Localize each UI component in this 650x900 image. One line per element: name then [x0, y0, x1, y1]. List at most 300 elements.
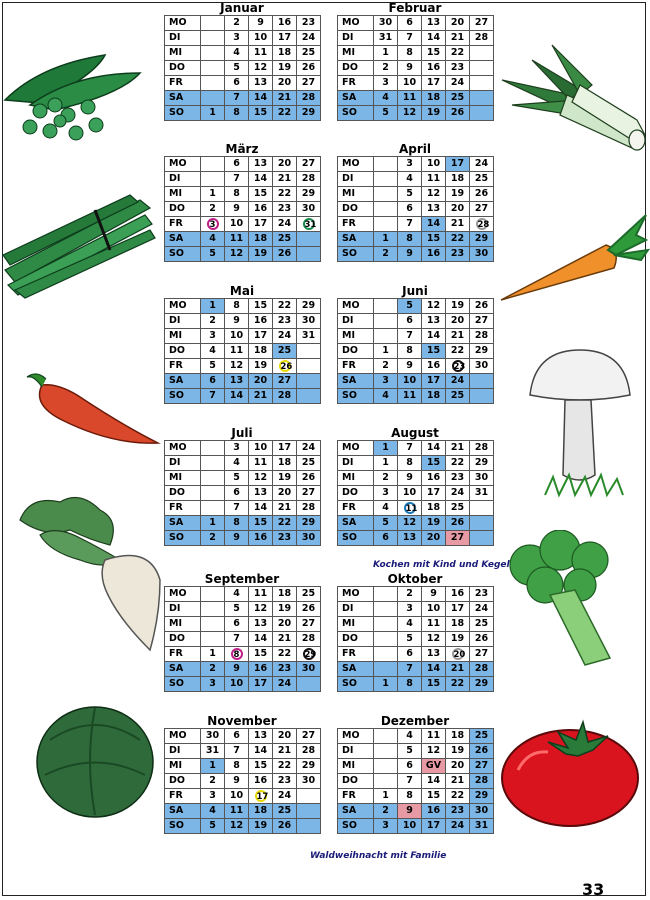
day-cell: 4 [201, 232, 225, 247]
day-cell [297, 389, 321, 404]
week-row [338, 359, 494, 374]
month-title: Oktober [387, 572, 443, 586]
week-row [338, 232, 494, 247]
weekday-label: DI [165, 744, 201, 759]
day-cell [201, 617, 225, 632]
week-row [165, 759, 321, 774]
day-cell: 10 [249, 31, 273, 46]
day-cell: 25 [273, 804, 297, 819]
month-table [337, 15, 494, 121]
day-cell [374, 299, 398, 314]
day-cell: 5 [201, 359, 225, 374]
day-cell: 16 [422, 804, 446, 819]
weekday-label: SA [338, 516, 374, 531]
day-cell: 21 [446, 217, 470, 232]
day-cell: 7 [225, 172, 249, 187]
weekday-label: SO [165, 247, 201, 262]
week-row [165, 76, 321, 91]
weekday-label: SA [165, 232, 201, 247]
day-cell [297, 789, 321, 804]
day-cell: 16 [249, 531, 273, 546]
day-cell: 10 [225, 789, 249, 804]
week-row [165, 359, 321, 374]
day-cell: 6 [398, 647, 422, 662]
weekday-label: FR [165, 647, 201, 662]
week-row [165, 329, 321, 344]
day-cell: 2 [374, 359, 398, 374]
day-cell: 21 [446, 774, 470, 789]
day-cell: 30 [297, 202, 321, 217]
day-cell: 18 [273, 587, 297, 602]
week-row [165, 106, 321, 121]
day-cell [374, 202, 398, 217]
day-cell: 18 [446, 172, 470, 187]
day-cell: 20 [273, 729, 297, 744]
day-cell: 15 [249, 299, 273, 314]
week-row [165, 744, 321, 759]
day-cell: 1 [201, 516, 225, 531]
weekday-label: DO [165, 774, 201, 789]
day-cell: 13 [422, 202, 446, 217]
day-cell: 2 [225, 16, 249, 31]
week-row [338, 486, 494, 501]
weekday-label: SO [338, 531, 374, 546]
week-row [338, 587, 494, 602]
date-marker-circle [303, 648, 315, 660]
day-cell: 1 [201, 187, 225, 202]
weekday-label: DO [338, 202, 374, 217]
date-marker-circle [452, 360, 464, 372]
weekday-label: FR [165, 501, 201, 516]
weekday-label: MI [338, 617, 374, 632]
day-cell: 19 [422, 516, 446, 531]
day-cell: 24 [446, 486, 470, 501]
day-cell: 25 [273, 232, 297, 247]
day-cell: 12 [422, 299, 446, 314]
day-cell: 28 [297, 632, 321, 647]
day-cell: 19 [446, 632, 470, 647]
day-cell: 27 [470, 759, 494, 774]
day-cell [201, 46, 225, 61]
date-marker-circle [452, 648, 464, 660]
day-cell: 17 [249, 217, 273, 232]
day-cell: 27 [297, 76, 321, 91]
day-cell: 5 [225, 61, 249, 76]
day-cell: 31 [297, 329, 321, 344]
day-cell: 1 [374, 677, 398, 692]
day-cell: 26 [446, 516, 470, 531]
weekday-label: MI [338, 759, 374, 774]
day-cell: 26 [273, 247, 297, 262]
day-cell: 16 [422, 359, 446, 374]
day-cell: 22 [273, 647, 297, 662]
day-cell: 30 [297, 774, 321, 789]
week-row [338, 91, 494, 106]
month-table [337, 156, 494, 262]
day-cell: 22 [273, 516, 297, 531]
day-cell: 24 [446, 374, 470, 389]
day-cell [374, 329, 398, 344]
week-row [165, 314, 321, 329]
day-cell: 30 [297, 662, 321, 677]
day-cell [201, 602, 225, 617]
day-cell: 17 [422, 819, 446, 834]
weekday-label: SO [338, 247, 374, 262]
weekday-label: MO [338, 587, 374, 602]
carrot-illustration [496, 210, 650, 305]
day-cell: 3 [398, 602, 422, 617]
day-cell: 4 [374, 389, 398, 404]
week-row [338, 632, 494, 647]
day-cell: 27 [297, 486, 321, 501]
day-cell: 12 [422, 632, 446, 647]
weekday-label: DI [338, 314, 374, 329]
week-row [165, 456, 321, 471]
day-cell: 6 [225, 617, 249, 632]
day-cell: 7 [225, 744, 249, 759]
day-cell: 14 [422, 662, 446, 677]
month-table [164, 156, 321, 262]
day-cell: 13 [249, 729, 273, 744]
day-cell: 9 [225, 662, 249, 677]
week-row [165, 677, 321, 692]
day-cell: 9 [398, 804, 422, 819]
day-cell: 7 [225, 632, 249, 647]
day-cell: 28 [470, 774, 494, 789]
week-row [165, 232, 321, 247]
weekday-label: SO [165, 531, 201, 546]
weekday-label: DI [338, 172, 374, 187]
day-cell: 11 [225, 344, 249, 359]
month-mai [164, 284, 320, 404]
weekday-label: MO [338, 441, 374, 456]
day-number: 20 [453, 649, 466, 660]
day-cell: 31 [374, 31, 398, 46]
day-cell: 19 [273, 61, 297, 76]
day-cell [446, 359, 470, 374]
day-cell [201, 486, 225, 501]
weekday-label: DO [165, 632, 201, 647]
week-row [338, 202, 494, 217]
day-cell [374, 314, 398, 329]
week-row [165, 299, 321, 314]
day-cell: 19 [446, 744, 470, 759]
day-cell: 23 [470, 587, 494, 602]
month-juni [337, 284, 493, 404]
day-cell: 29 [297, 299, 321, 314]
day-cell: 5 [374, 106, 398, 121]
day-cell: 17 [273, 31, 297, 46]
day-cell: 15 [422, 46, 446, 61]
week-row [338, 602, 494, 617]
day-cell: 27 [470, 202, 494, 217]
day-cell: 19 [273, 471, 297, 486]
week-row [338, 662, 494, 677]
day-cell: 8 [225, 106, 249, 121]
month-title: April [398, 142, 432, 156]
day-cell: 18 [446, 617, 470, 632]
day-cell: 3 [225, 31, 249, 46]
day-cell [374, 587, 398, 602]
weekday-label: DO [165, 61, 201, 76]
day-cell: 23 [446, 247, 470, 262]
month-title: März [225, 142, 259, 156]
month-table [337, 586, 494, 692]
week-row [165, 46, 321, 61]
month-maerz [164, 142, 320, 262]
day-cell: 17 [446, 602, 470, 617]
month-table [164, 728, 321, 834]
day-cell: 7 [398, 31, 422, 46]
day-cell: 18 [273, 456, 297, 471]
day-cell: 22 [446, 456, 470, 471]
day-cell: 25 [297, 587, 321, 602]
day-cell: 17 [273, 441, 297, 456]
day-cell: 9 [225, 531, 249, 546]
day-cell: 27 [297, 729, 321, 744]
day-cell: 22 [273, 759, 297, 774]
day-cell [201, 217, 225, 232]
day-cell: 1 [201, 759, 225, 774]
day-cell: 4 [398, 617, 422, 632]
day-cell: 7 [398, 329, 422, 344]
week-row [165, 617, 321, 632]
weekday-label: FR [338, 789, 374, 804]
week-row [338, 531, 494, 546]
week-row [165, 471, 321, 486]
december-note: Waldweihnacht mit Familie [310, 851, 447, 861]
day-cell: 27 [470, 314, 494, 329]
month-title: Juli [231, 426, 253, 440]
weekday-label: SA [338, 91, 374, 106]
week-row [338, 389, 494, 404]
day-cell: 14 [422, 441, 446, 456]
day-cell: 2 [374, 61, 398, 76]
day-cell: 19 [446, 299, 470, 314]
day-cell: 16 [422, 61, 446, 76]
weekday-label: MI [165, 187, 201, 202]
week-row [338, 516, 494, 531]
day-cell: 8 [225, 516, 249, 531]
weekday-label: FR [165, 76, 201, 91]
day-number: 3 [209, 219, 216, 230]
day-cell: 30 [470, 471, 494, 486]
day-cell: 15 [422, 344, 446, 359]
month-januar [164, 1, 320, 121]
day-cell: 11 [225, 232, 249, 247]
day-cell: 19 [446, 187, 470, 202]
weekday-label: FR [338, 217, 374, 232]
day-cell: 20 [273, 486, 297, 501]
day-cell: 21 [446, 662, 470, 677]
day-cell: 15 [249, 516, 273, 531]
day-cell: 18 [249, 344, 273, 359]
day-cell: 4 [225, 456, 249, 471]
weekday-label: FR [165, 789, 201, 804]
week-row [338, 804, 494, 819]
day-cell: 12 [225, 247, 249, 262]
day-cell: 16 [249, 314, 273, 329]
day-cell: 6 [398, 759, 422, 774]
day-cell: 21 [249, 389, 273, 404]
weekday-label: DI [165, 172, 201, 187]
day-cell: 14 [422, 31, 446, 46]
day-cell: 25 [446, 501, 470, 516]
day-cell: 11 [249, 456, 273, 471]
day-cell: 10 [225, 677, 249, 692]
day-cell: 5 [374, 516, 398, 531]
day-cell: 3 [225, 441, 249, 456]
day-cell: 8 [398, 789, 422, 804]
day-cell: 15 [422, 456, 446, 471]
day-cell [297, 247, 321, 262]
day-cell: 13 [249, 617, 273, 632]
day-cell [374, 744, 398, 759]
day-number: 28 [477, 219, 490, 230]
month-september [164, 572, 320, 692]
week-row [338, 299, 494, 314]
day-cell: 14 [249, 632, 273, 647]
week-row [338, 106, 494, 121]
day-cell: 10 [249, 441, 273, 456]
day-cell: 23 [273, 202, 297, 217]
month-table [164, 15, 321, 121]
month-april [337, 142, 493, 262]
day-cell: 29 [297, 106, 321, 121]
week-row [165, 91, 321, 106]
day-cell: 13 [398, 531, 422, 546]
weekday-label: MO [165, 729, 201, 744]
day-cell: 15 [422, 789, 446, 804]
day-cell: 24 [297, 441, 321, 456]
weekday-label: MI [165, 759, 201, 774]
day-cell: 2 [398, 587, 422, 602]
day-cell: 24 [273, 677, 297, 692]
weekday-label: DI [165, 602, 201, 617]
weekday-label: SA [338, 804, 374, 819]
day-cell: 25 [446, 91, 470, 106]
day-cell [470, 46, 494, 61]
week-row [165, 187, 321, 202]
day-cell: 13 [422, 647, 446, 662]
week-row [338, 456, 494, 471]
day-cell: 2 [201, 202, 225, 217]
weekday-label: SA [338, 374, 374, 389]
day-cell [446, 647, 470, 662]
day-cell: 9 [398, 359, 422, 374]
day-cell: 27 [446, 531, 470, 546]
cabbage-illustration [30, 700, 160, 820]
day-cell: 26 [470, 632, 494, 647]
weekday-label: SA [165, 374, 201, 389]
weekday-label: MI [338, 471, 374, 486]
day-cell: 5 [398, 187, 422, 202]
day-cell [297, 804, 321, 819]
day-cell: 10 [225, 217, 249, 232]
day-cell [470, 389, 494, 404]
day-cell [201, 31, 225, 46]
day-cell: 8 [398, 46, 422, 61]
day-cell: 25 [446, 389, 470, 404]
day-cell: 12 [422, 187, 446, 202]
month-title: November [207, 714, 277, 728]
weekday-label: SO [338, 677, 374, 692]
week-row [338, 774, 494, 789]
day-cell: 6 [225, 157, 249, 172]
weekday-label: MI [165, 46, 201, 61]
week-row [165, 531, 321, 546]
week-row [165, 647, 321, 662]
day-cell: 27 [297, 157, 321, 172]
day-cell: 16 [422, 247, 446, 262]
week-row [165, 486, 321, 501]
day-cell: 26 [273, 819, 297, 834]
weekday-label: FR [338, 359, 374, 374]
day-cell: 15 [249, 759, 273, 774]
day-cell: 22 [273, 299, 297, 314]
day-cell [470, 76, 494, 91]
week-row [165, 602, 321, 617]
day-cell [273, 359, 297, 374]
month-oktober [337, 572, 493, 692]
weekday-label: MO [338, 16, 374, 31]
day-cell [249, 789, 273, 804]
day-cell: 25 [297, 46, 321, 61]
day-cell: 9 [249, 16, 273, 31]
week-row [165, 217, 321, 232]
week-row [165, 172, 321, 187]
day-cell [374, 632, 398, 647]
day-cell: 6 [201, 374, 225, 389]
weekday-label: DO [338, 344, 374, 359]
month-title: Mai [229, 284, 255, 298]
day-cell: 28 [470, 441, 494, 456]
day-number: 8 [233, 649, 240, 660]
day-cell: 17 [249, 329, 273, 344]
day-cell: 27 [297, 617, 321, 632]
day-number: 11 [405, 503, 418, 514]
day-cell: 6 [374, 531, 398, 546]
day-cell: 7 [398, 774, 422, 789]
day-cell: 21 [273, 744, 297, 759]
day-cell: 16 [249, 774, 273, 789]
tomato-illustration [498, 710, 648, 830]
day-cell: 11 [422, 172, 446, 187]
weekday-label: DO [338, 486, 374, 501]
weekday-label: MO [165, 441, 201, 456]
date-marker-circle [231, 648, 243, 660]
day-cell: 22 [446, 789, 470, 804]
day-cell: 19 [249, 359, 273, 374]
day-cell: 28 [297, 91, 321, 106]
weekday-label: MI [165, 471, 201, 486]
day-cell: 14 [249, 501, 273, 516]
day-cell: 21 [273, 501, 297, 516]
day-cell: 14 [249, 91, 273, 106]
day-cell [201, 61, 225, 76]
day-cell: 15 [422, 232, 446, 247]
day-cell [374, 729, 398, 744]
day-cell: 28 [297, 744, 321, 759]
weekday-label: SA [165, 804, 201, 819]
day-cell: 23 [446, 804, 470, 819]
day-cell: 18 [249, 232, 273, 247]
day-cell: 18 [422, 501, 446, 516]
day-cell: 26 [470, 299, 494, 314]
day-cell: 18 [446, 729, 470, 744]
day-cell: 8 [398, 344, 422, 359]
day-cell: 30 [470, 359, 494, 374]
